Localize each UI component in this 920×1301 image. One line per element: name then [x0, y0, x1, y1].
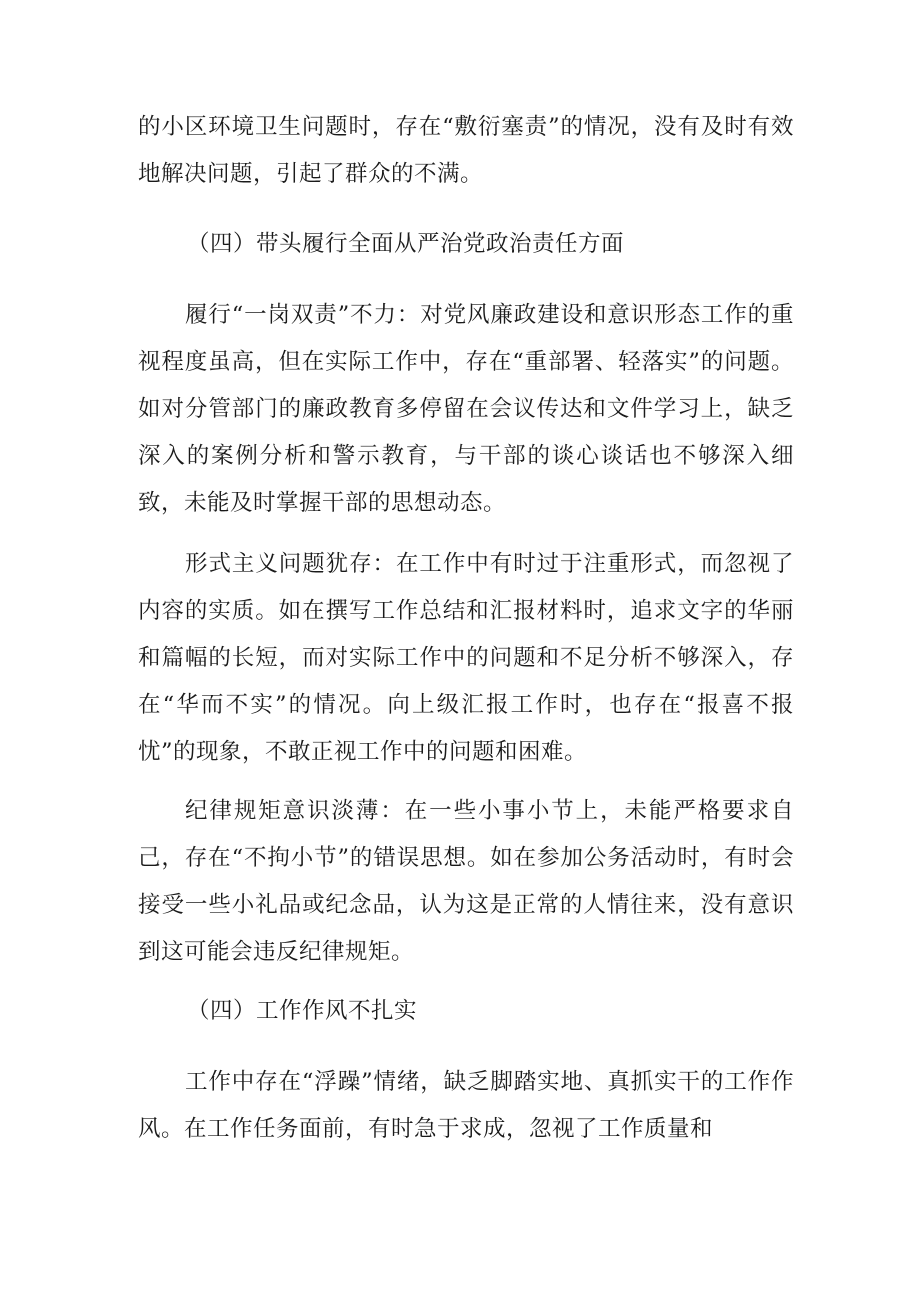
paragraph-formalism: 形式主义问题犹存：在工作中有时过于注重形式，而忽视了内容的实质。如在撰写工作总结和汇报材料时，追求文字的华丽和篇幅的长短，而对实际工作中的问题和不足分析不够深入，存在“华而不实”的情况。向上级汇报工作时，也存在“报喜不报忧”的现象，不敢正视工作中的问题和困难。 [138, 551, 794, 765]
paragraph-dual-responsibility: 履行“一岗双责”不力：对党风廉政建设和意识形态工作的重视程度虽高，但在实际工作中，存在“重部署、轻落实”的问题。如对分管部门的廉政教育多停留在会议传达和文件学习上，缺乏深入的案例分析和警示教育，与干部的谈心谈话也不够深入细致，未能及时掌握干部的思想动态。 [138, 302, 794, 516]
section-heading-work-style: （四）工作作风不扎实 [187, 998, 418, 1024]
section-heading-party-responsibility: （四）带头履行全面从严治党政治责任方面 [187, 231, 625, 257]
paragraph-work-style: 工作中存在“浮躁”情绪，缺乏脚踏实地、真抓实干的工作作风。在工作任务面前，有时急于求成，忽视了工作质量和 [138, 1069, 794, 1142]
paragraph-continuation: 的小区环境卫生问题时，存在“敷衍塞责”的情况，没有及时有效地解决问题，引起了群众的不满。 [138, 114, 794, 187]
paragraph-discipline: 纪律规矩意识淡薄：在一些小事小节上，未能严格要求自己，存在“不拘小节”的错误思想。如在参加公务活动时，有时会接受一些小礼品或纪念品，认为这是正常的人情往来，没有意识到这可能会违反纪律规矩。 [138, 798, 794, 965]
